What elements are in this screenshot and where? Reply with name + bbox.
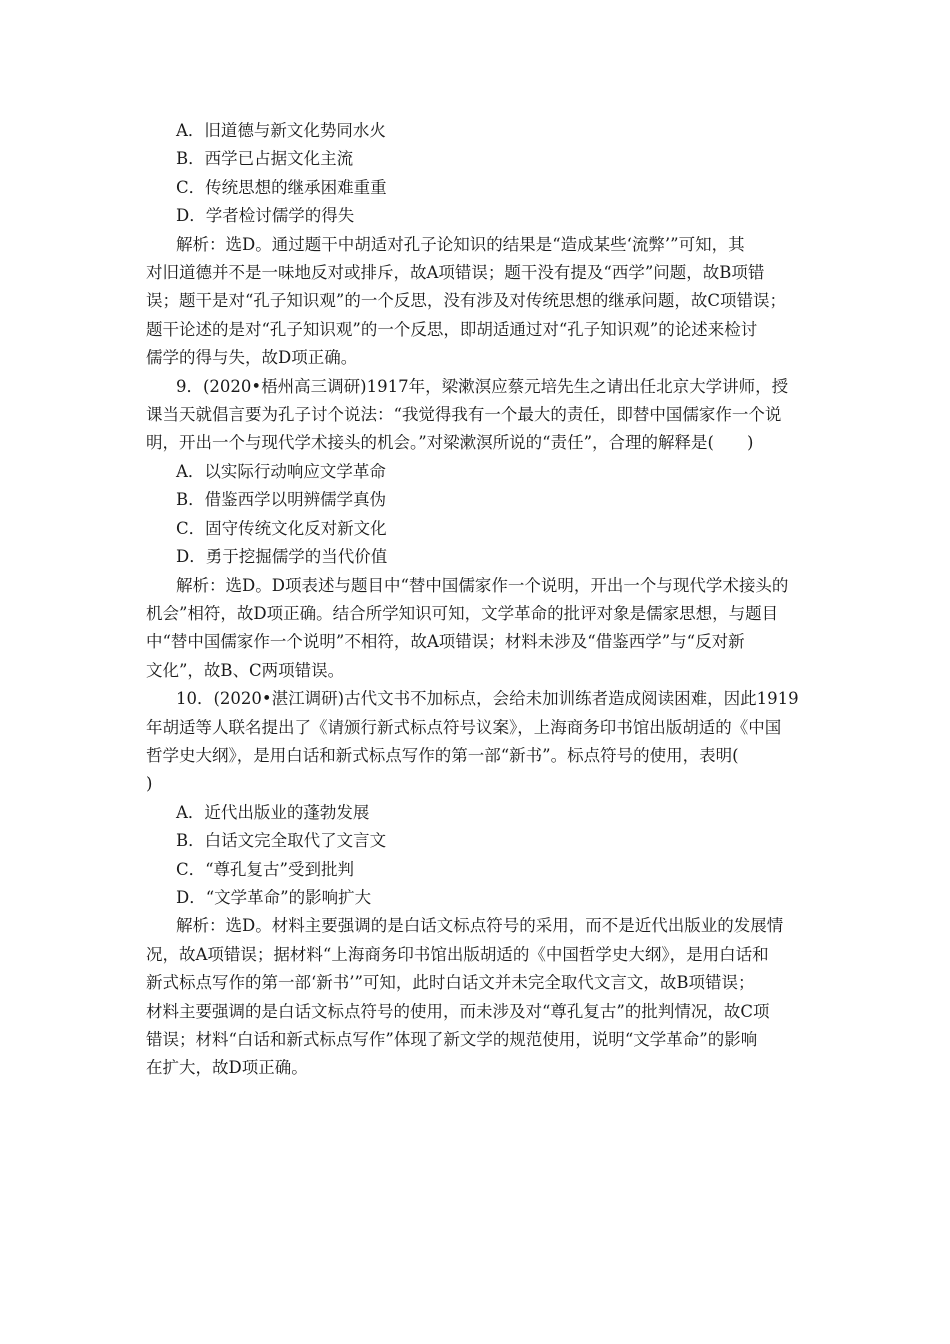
q10-analysis-line: 材料主要强调的是白话文标点符号的使用，而未涉及对“尊孔复古”的批判情况，故C项 (146, 1001, 770, 1021)
q8-analysis-line: 儒学的得与失，故D项正确。 (146, 348, 358, 368)
document-page (146, 117, 818, 1083)
q10-stem-line: 年胡适等人联名提出了《请颁行新式标点符号议案》，上海商务印书馆出版胡适的《中国 (146, 717, 782, 737)
q10-analysis-line: 况，故A项错误；据材料“上海商务印书馆出版胡适的《中国哲学史大纲》，是用白话和 (146, 944, 769, 964)
q8-analysis-line: 解析：选D。通过题干中胡适对孔子论知识的结果是“造成某些‘流弊’”可知，其 (176, 234, 745, 254)
q10-analysis (146, 912, 818, 1082)
q9-option-b: B．借鉴西学以明辨儒学真伪 (176, 490, 387, 510)
q9-stem-line: 课当天就倡言要为孔子讨个说法：“我觉得我有一个最大的责任，即替中国儒家作一个说 (146, 405, 782, 425)
q10-options (146, 799, 818, 913)
q10-analysis-line: 新式标点写作的第一部‘新书’”可知，此时白话文并未完全取代文言文，故B项错误； (146, 973, 755, 993)
q10-analysis-line: 错误；材料“白话和新式标点写作”体现了新文学的规范使用，说明“文学革命”的影响 (146, 1030, 758, 1049)
q8-analysis-line: 对旧道德并不是一味地反对或排斥，故A项错误；题干没有提及“西学”问题，故B项错 (146, 263, 765, 283)
q8-analysis (146, 231, 818, 373)
q10-option-b: B．白话文完全取代了文言文 (176, 831, 387, 851)
q8-analysis-line: 题干论述的是对“孔子知识观”的一个反思，即胡适通过对“孔子知识观”的论述来检讨 (146, 319, 758, 339)
q10-stem-line: 10．(2020•湛江调研)古代文书不加标点，会给未加训练者造成阅读困难，因此1919 (176, 689, 799, 709)
q10-analysis-line: 在扩大，故D项正确。 (146, 1058, 308, 1078)
q9-stem-line: 9．(2020•梧州高三调研)1917年，梁漱溟应蔡元培先生之请出任北京大学讲师，授 (176, 376, 789, 396)
q8-option-d: D．学者检讨儒学的得失 (176, 206, 355, 226)
q8-options (146, 117, 818, 231)
q10-stem-line: ) (146, 774, 153, 794)
q9-option-c: C．固守传统文化反对新文化 (176, 518, 387, 538)
q9-options (146, 458, 818, 572)
q9-analysis-line: 中“替中国儒家作一个说明”不相符，故A项错误；材料未涉及“借鉴西学”与“反对新 (146, 632, 745, 652)
q10-option-d: D．“文学革命”的影响扩大 (176, 887, 372, 907)
q9-stem (146, 373, 818, 458)
q10-analysis-line: 解析：选D。材料主要强调的是白话文标点符号的采用，而不是近代出版业的发展情 (176, 916, 784, 936)
q9-analysis (146, 572, 818, 686)
q10-stem-line: 哲学史大纲》，是用白话和新式标点写作的第一部“新书”。标点符号的使用，表明( (146, 745, 739, 765)
q9-stem-line: 明，开出一个与现代学术接头的机会。”对梁漱溟所说的“责任”，合理的解释是( ) (146, 433, 754, 453)
q8-option-c: C．传统思想的继承困难重重 (176, 177, 387, 197)
q10-option-c: C．“尊孔复古”受到批判 (176, 859, 354, 879)
q9-option-d: D．勇于挖掘儒学的当代价值 (176, 547, 388, 567)
q8-option-a: A．旧道德与新文化势同水火 (176, 121, 386, 140)
q9-option-a: A．以实际行动响应文学革命 (176, 461, 386, 481)
q9-analysis-line: 文化”，故B、C两项错误。 (146, 660, 345, 680)
q9-analysis-line: 机会”相符，故D项正确。结合所学知识可知，文学革命的批评对象是儒家思想，与题目 (146, 603, 779, 623)
q9-analysis-line: 解析：选D。D项表述与题目中“替中国儒家作一个说明，开出一个与现代学术接头的 (176, 575, 789, 595)
q8-analysis-line: 误；题干是对“孔子知识观”的一个反思，没有涉及对传统思想的继承问题，故C项错误； (146, 291, 786, 311)
q10-stem (146, 685, 818, 799)
q8-option-b: B．西学已占据文化主流 (176, 149, 354, 169)
q10-option-a: A．近代出版业的蓬勃发展 (176, 802, 370, 822)
